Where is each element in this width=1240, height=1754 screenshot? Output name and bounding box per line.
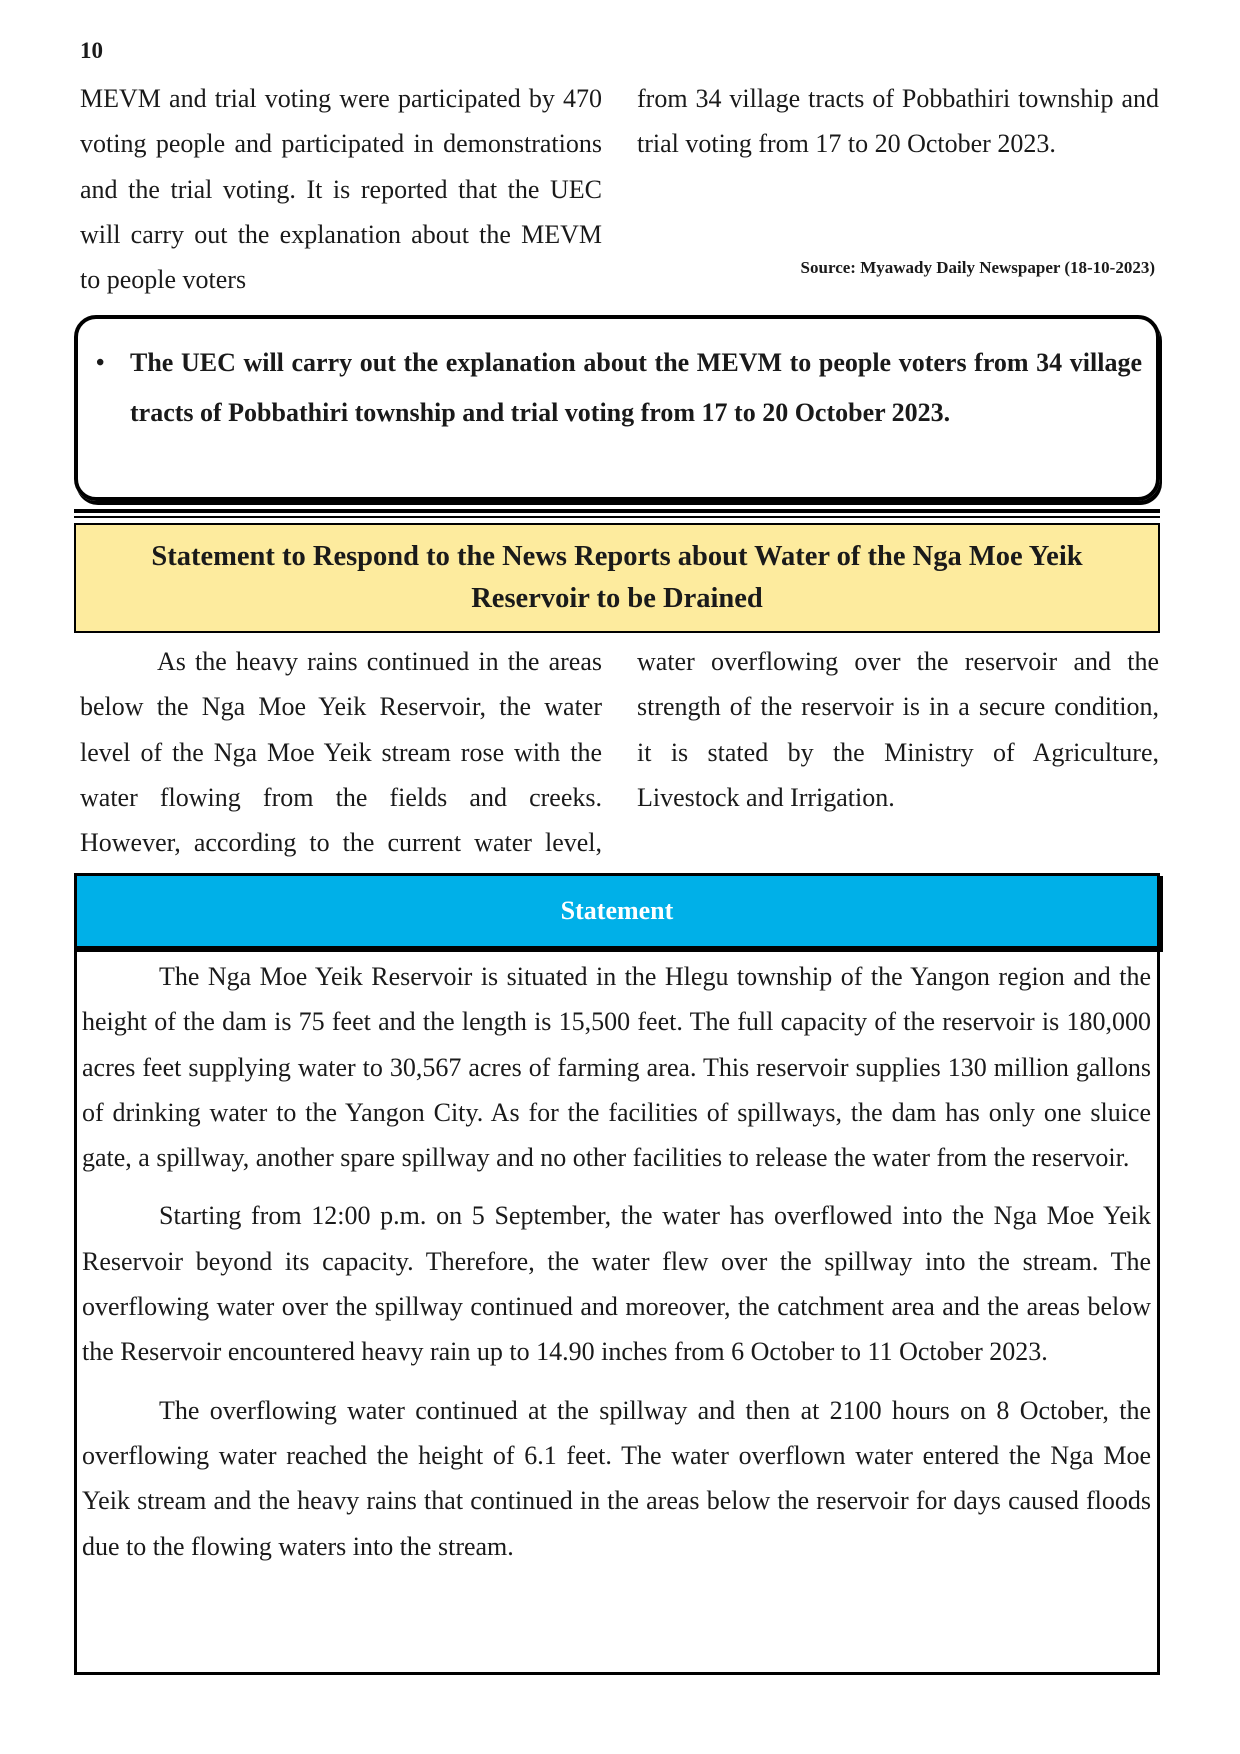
source-citation: Source: Myawady Daily Newspaper (18-10-2023) bbox=[800, 258, 1155, 277]
divider-thin bbox=[74, 516, 1160, 518]
intro-column-left bbox=[80, 639, 602, 911]
key-point-item bbox=[96, 338, 1142, 438]
intro-column-right bbox=[637, 639, 1159, 820]
bullet-icon: • bbox=[96, 350, 105, 376]
divider-thick bbox=[74, 509, 1160, 513]
top-article-text-right: from 34 village tracts of Pobbathiri township and trial voting from 17 to 20 October 2023. bbox=[637, 84, 1159, 159]
statement-paragraph-2: Starting from 12:00 p.m. on 5 September, the water has overflowed into the Nga Moe Yeik Reservoir beyond its capacity. Therefore, the water flew over the spillway into the stream. The overflowing water over the spillway continued and moreover, the catchment area and the areas below the Reservoir encountered heavy rain up to 14.90 inches from 6 October to 11 October 2023. bbox=[82, 1201, 1151, 1367]
key-point-box bbox=[74, 315, 1160, 501]
headline-banner bbox=[74, 523, 1160, 633]
top-article-text-left: MEVM and trial voting were participated by 470 voting people and participated in demonstrations and the trial voting. It is reported that the UEC will carry out the explanation about the MEVM to people voters bbox=[80, 84, 602, 295]
top-article-column-left bbox=[80, 76, 602, 302]
page-number: 10 bbox=[80, 38, 103, 63]
top-article-column-right bbox=[637, 76, 1159, 167]
intro-text-left: As the heavy rains continued in the areas below the Nga Moe Yeik Reservoir, the water level of the Nga Moe Yeik stream rose with the water flowing from the fields and creeks. However, according to the current water level, bbox=[80, 647, 602, 858]
key-point-text: The UEC will carry out the explanation about the MEVM to people voters from 34 village tracts of Pobbathiri township and trial voting from 17 to 20 October 2023. bbox=[130, 348, 1142, 427]
intro-text-right: water overflowing over the reservoir and the strength of the reservoir is in a secure condition, it is stated by the Ministry of Agriculture, Livestock and Irrigation. bbox=[637, 647, 1159, 812]
statement-title: Statement bbox=[560, 896, 674, 925]
statement-header bbox=[74, 873, 1160, 949]
statement-paragraph-1: The Nga Moe Yeik Reservoir is situated in the Hlegu township of the Yangon region and the height of the dam is 75 feet and the length is 15,500 feet. The full capacity of the reservoir is 180,000 acres feet supplying water to 30,567 acres of farming area. This reservoir supplies 130 million gallons of drinking water to the Yangon City. As for the facilities of spillways, the dam has only one sluice gate, a spillway, another spare spillway and no other facilities to release the water from the reservoir. bbox=[82, 962, 1151, 1173]
article-headline: Statement to Respond to the News Reports about Water of the Nga Moe Yeik Reservoir to be Drained bbox=[151, 541, 1083, 614]
statement-body bbox=[82, 954, 1151, 1582]
statement-paragraph-3: The overflowing water continued at the spillway and then at 2100 hours on 8 October, the overflowing water reached the height of 6.1 feet. The water overflown water entered the Nga Moe Yeik stream and the heavy rains that continued in the areas below the reservoir for days caused floods due to the flowing waters into the stream. bbox=[82, 1395, 1151, 1561]
